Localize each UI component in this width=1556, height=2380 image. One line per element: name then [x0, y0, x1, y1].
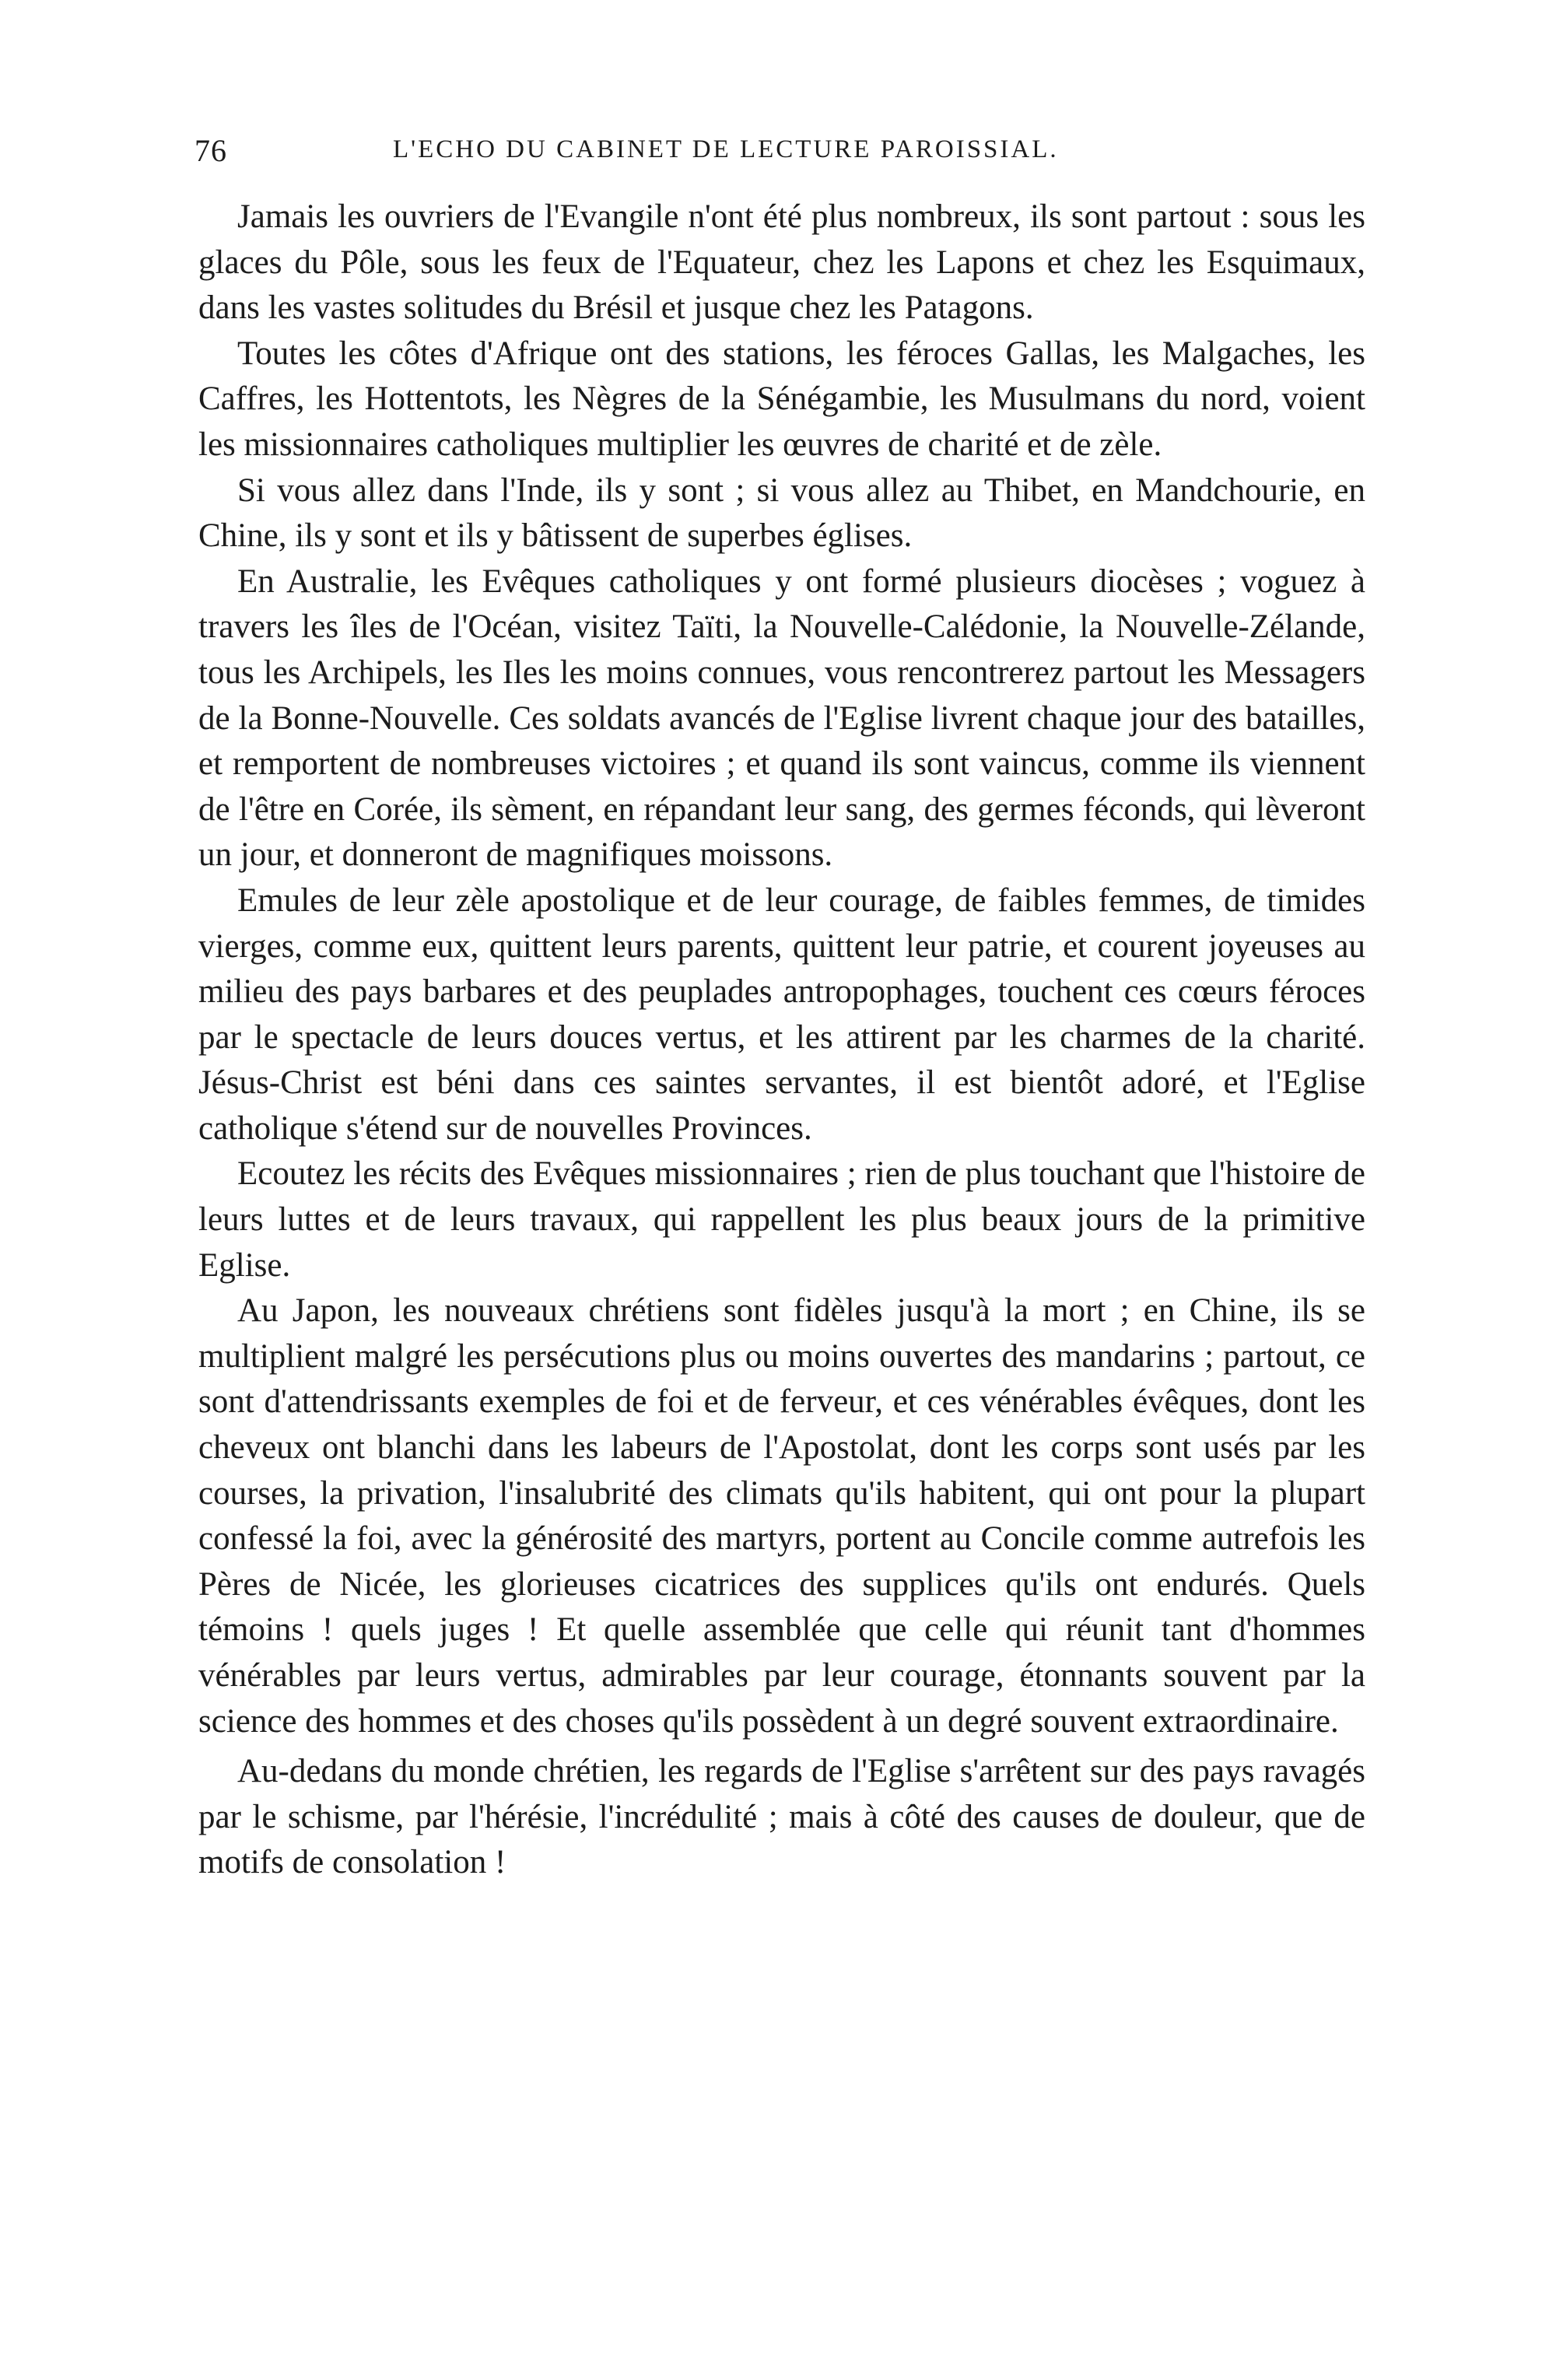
page-header [194, 132, 1362, 171]
body-text [198, 195, 1365, 1886]
paragraph: Jamais les ouvriers de l'Evangile n'ont été plus nombreux, ils sont partout : sous les glaces du Pôle, sous les feux de l'Equateur, chez les Lapons et chez les Esquimaux, dans les vastes solitudes du Brésil et jusque chez les Patagons. [198, 198, 1365, 327]
page-number: 76 [194, 133, 227, 168]
paragraph: Au Japon, les nouveaux chrétiens sont fidèles jusqu'à la mort ; en Chine, ils se multiplient malgré les persécutions plus ou moins ouvertes des mandarins ; partout, ce sont d'attendrissants exemples de foi et de ferveur, et ces vénérables évêques, dont les cheveux ont blanchi dans les labeurs de l'Apostolat, dont les corps sont usés par les courses, la privation, l'insalubrité des climats qu'ils habitent, qui ont pour la plupart confessé la foi, avec la générosité des martyrs, portent au Concile comme autrefois les Pères de Nicée, les glorieuses cicatrices des supplices qu'ils ont endurés. Quels témoins ! quels juges ! Et quelle assemblée que celle qui réunit tant d'hommes vénérables par leurs vertus, admirables par leur courage, étonnants souvent par la science des hommes et des choses qu'ils possèdent à un degré souvent extraordinaire. [198, 1292, 1365, 1740]
paragraph: En Australie, les Evêques catholiques y ont formé plusieurs diocèses ; voguez à travers les îles de l'Océan, visitez Taïti, la Nouvelle-Calédonie, la Nouvelle-Zélande, tous les Archipels, les Iles les moins connues, vous rencontrerez partout les Messagers de la Bonne-Nouvelle. Ces soldats avancés de l'Eglise livrent chaque jour des batailles, et remportent de nombreuses victoires ; et quand ils sont vaincus, comme ils viennent de l'être en Corée, ils sèment, en répandant leur sang, des germes féconds, qui lèveront un jour, et donneront de magnifiques moissons. [198, 563, 1365, 874]
paragraph: Au-dedans du monde chrétien, les regards de l'Eglise s'arrêtent sur des pays ravagés par le schisme, par l'hérésie, l'incrédulité ; mais à côté des causes de douleur, que de motifs de consolation ! [198, 1753, 1365, 1881]
paragraph: Toutes les côtes d'Afrique ont des stations, les féroces Gallas, les Malgaches, les Caffres, les Hottentots, les Nègres de la Sénégambie, les Musulmans du nord, voient les missionnaires catholiques multiplier les œuvres de charité et de zèle. [198, 335, 1365, 463]
paragraph: Ecoutez les récits des Evêques missionnaires ; rien de plus touchant que l'histoire de leurs luttes et de leurs travaux, qui rappellent les plus beaux jours de la primitive Eglise. [198, 1155, 1365, 1284]
paragraph: Si vous allez dans l'Inde, ils y sont ; si vous allez au Thibet, en Mandchourie, en Chine, ils y sont et ils y bâtissent de superbes églises. [198, 471, 1365, 555]
paragraph: Emules de leur zèle apostolique et de leur courage, de faibles femmes, de timides vierges, comme eux, quittent leurs parents, quittent leur patrie, et courent joyeuses au milieu des pays barbares et des peuplades antropophages, touchent ces cœurs féroces par le spectacle de leurs douces vertus, et les attirent par les charmes de la charité. Jésus-Christ est béni dans ces saintes servantes, il est bientôt adoré, et l'Eglise catholique s'étend sur de nouvelles Provinces. [198, 882, 1365, 1147]
running-title: L'ECHO DU CABINET DE LECTURE PAROISSIAL. [393, 135, 1059, 163]
